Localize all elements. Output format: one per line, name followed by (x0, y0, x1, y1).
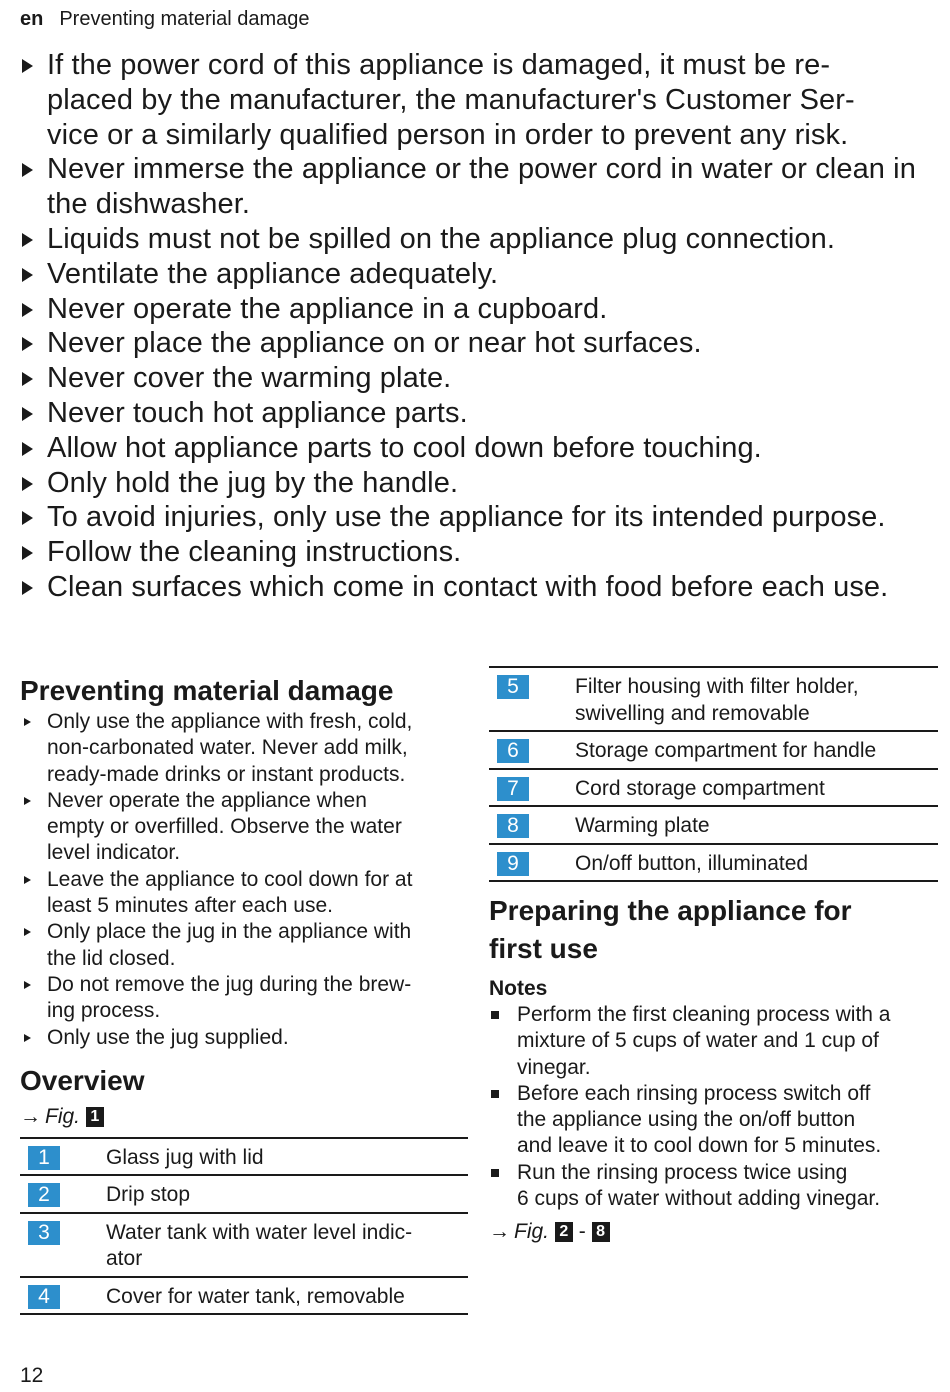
list-item: Run the rinsing process twice using 6 cups of water without adding vinegar. (489, 1160, 938, 1213)
list-item: Only use the appliance with fresh, cold, non-carbonated water. Never add milk, ready-made drinks or instant products. (20, 709, 468, 788)
parts-table-continued (489, 666, 938, 882)
part-label: Filter housing with filter holder, swivelling and removable (575, 667, 938, 731)
part-number: 8 (497, 814, 529, 838)
fig-range-separator: - (578, 1220, 586, 1244)
part-number: 5 (497, 675, 529, 699)
figure-number-badge: 2 (555, 1222, 573, 1242)
material-damage-list (20, 709, 468, 1051)
triangle-bullet-icon (24, 876, 31, 884)
section-title-first-use: Preparing the appliance for first use (489, 895, 852, 964)
table-row (489, 667, 938, 731)
list-item: Follow the cleaning instructions. (20, 535, 940, 570)
table-row (489, 806, 938, 844)
list-item: Never place the appliance on or near hot surfaces. (20, 326, 940, 361)
part-number: 1 (28, 1146, 60, 1170)
triangle-bullet-icon (22, 59, 33, 73)
triangle-bullet-icon (24, 718, 31, 726)
triangle-bullet-icon (22, 303, 33, 317)
table-row (489, 731, 938, 769)
arrow-right-icon: → (20, 1104, 41, 1128)
list-item: Only use the jug supplied. (20, 1025, 468, 1051)
part-number: 4 (28, 1285, 60, 1309)
list-item: Liquids must not be spilled on the appliance plug connection. (20, 222, 940, 257)
triangle-bullet-icon (22, 163, 33, 177)
part-number: 9 (497, 852, 529, 876)
left-column (20, 673, 468, 1315)
right-column (489, 666, 938, 1252)
square-bullet-icon (491, 1011, 499, 1019)
triangle-bullet-icon (22, 337, 33, 351)
list-item: Only place the jug in the appliance with the lid closed. (20, 919, 468, 972)
notes-list (489, 1002, 938, 1212)
header-section-title: Preventing material damage (59, 8, 310, 30)
part-number: 2 (28, 1183, 60, 1207)
triangle-bullet-icon (22, 546, 33, 560)
table-row (489, 769, 938, 807)
square-bullet-icon (491, 1090, 499, 1098)
triangle-bullet-icon (22, 442, 33, 456)
list-item: Never immerse the appliance or the power cord in water or clean in the dishwasher. (20, 152, 940, 222)
triangle-bullet-icon (24, 1034, 31, 1042)
list-item: Clean surfaces which come in contact with food before each use. (20, 570, 940, 605)
arrow-right-icon: → (489, 1220, 510, 1244)
list-item: Allow hot appliance parts to cool down before touching. (20, 431, 940, 466)
triangle-bullet-icon (22, 511, 33, 525)
part-label: Warming plate (575, 806, 938, 844)
list-item: If the power cord of this appliance is damaged, it must be re- placed by the manufacturer, the manufacturer's Customer Ser- vice or a similarly qualified person in order to prevent any risk. (20, 48, 940, 152)
list-item: To avoid injuries, only use the appliance for its intended purpose. (20, 500, 940, 535)
triangle-bullet-icon (22, 372, 33, 386)
figure-reference (489, 1220, 938, 1244)
parts-table (20, 1137, 468, 1316)
table-row (20, 1175, 468, 1213)
list-item: Never operate the appliance in a cupboard. (20, 292, 940, 327)
part-label: On/off button, illuminated (575, 844, 938, 882)
figure-number-badge: 8 (592, 1222, 610, 1242)
triangle-bullet-icon (22, 581, 33, 595)
list-item: Never cover the warming plate. (20, 361, 940, 396)
triangle-bullet-icon (22, 477, 33, 491)
part-label: Cord storage compartment (575, 769, 938, 807)
list-item: Never operate the appliance when empty or overfilled. Observe the water level indicator. (20, 788, 468, 867)
section-title-material-damage: Preventing material damage (20, 675, 394, 706)
part-number: 3 (28, 1221, 60, 1245)
list-item: Leave the appliance to cool down for at least 5 minutes after each use. (20, 867, 468, 920)
figure-reference (20, 1105, 468, 1129)
fig-label: Fig. (45, 1104, 81, 1128)
safety-instructions-list (20, 48, 940, 605)
triangle-bullet-icon (22, 233, 33, 247)
list-item: Only hold the jug by the handle. (20, 466, 940, 501)
page-number: 12 (20, 1364, 44, 1387)
table-row (20, 1138, 468, 1176)
fig-label: Fig. (514, 1220, 550, 1244)
triangle-bullet-icon (24, 928, 31, 936)
list-item: Ventilate the appliance adequately. (20, 257, 940, 292)
triangle-bullet-icon (24, 981, 31, 989)
triangle-bullet-icon (22, 407, 33, 421)
running-header (20, 8, 309, 31)
notes-title: Notes (489, 977, 548, 1000)
table-row (489, 844, 938, 882)
list-item: Perform the first cleaning process with a mixture of 5 cups of water and 1 cup of vinegar. (489, 1002, 938, 1081)
part-label: Drip stop (106, 1175, 468, 1213)
list-item: Never touch hot appliance parts. (20, 396, 940, 431)
square-bullet-icon (491, 1169, 499, 1177)
table-row (20, 1277, 468, 1315)
part-label: Glass jug with lid (106, 1138, 468, 1176)
triangle-bullet-icon (24, 797, 31, 805)
figure-number-badge: 1 (86, 1107, 104, 1127)
part-label: Storage compartment for handle (575, 731, 938, 769)
part-label: Water tank with water level indic- ator (106, 1213, 468, 1277)
list-item: Do not remove the jug during the brew- ing process. (20, 972, 468, 1025)
table-row (20, 1213, 468, 1277)
triangle-bullet-icon (22, 268, 33, 282)
list-item: Before each rinsing process switch off the appliance using the on/off button and leave it to cool down for 5 minutes. (489, 1081, 938, 1160)
language-code: en (20, 8, 44, 30)
part-number: 6 (497, 739, 529, 763)
part-number: 7 (497, 777, 529, 801)
section-title-overview: Overview (20, 1064, 145, 1096)
part-label: Cover for water tank, removable (106, 1277, 468, 1315)
